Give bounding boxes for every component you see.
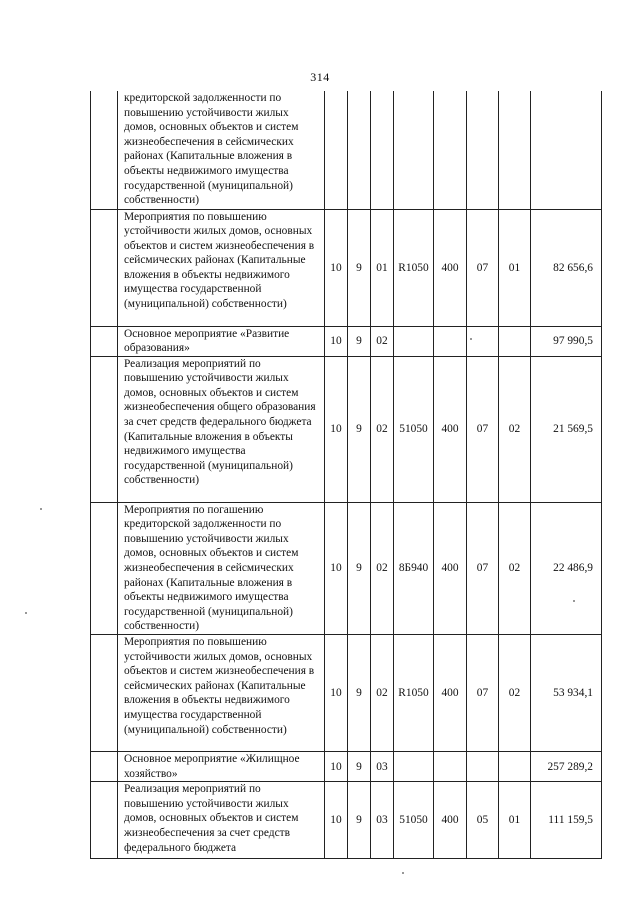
code-cell: 51050 [394,356,434,502]
code-cell: 9 [348,502,371,634]
code-cell [467,326,499,356]
description-cell: Мероприятия по повышению устойчивости жилых домов, основных объектов и систем жизнеобеспечения в сейсмических районах (Капитальные вложения в объекты недвижимого имущества государственной (муниципальной) собственности) [118,209,325,326]
code-cell [467,752,499,782]
table-row [91,326,602,356]
description-cell: Реализация мероприятий по повышению устойчивости жилых домов, основных объектов и систем жизнеобеспечения за счет средств федерального бюджета [118,782,325,859]
code-cell: 10 [325,209,348,326]
scan-speck [40,508,42,510]
code-cell: 9 [348,635,371,752]
blank-cell [91,356,118,502]
description-cell: Мероприятия по погашению кредиторской задолженности по повышению устойчивости жилых домов, основных объектов и систем жизнеобеспечения в сейсмических районах (Капитальные вложения в объекты недвижимого имущества государственной (муниципальной) собственности) [118,502,325,634]
description-cell: Основное мероприятие «Развитие образования» [118,326,325,356]
amount-cell: 82 656,6 [531,209,602,326]
blank-cell [91,209,118,326]
code-cell: 05 [467,782,499,859]
amount-cell: 21 569,5 [531,356,602,502]
scan-speck [25,612,27,614]
code-cell: 9 [348,752,371,782]
code-cell: 01 [371,209,394,326]
amount-cell: 22 486,9 [531,502,602,634]
code-cell: 8Б940 [394,502,434,634]
table-row [91,209,602,326]
code-cell: 9 [348,782,371,859]
code-cell: 400 [434,782,467,859]
code-cell: 10 [325,782,348,859]
code-cell [434,91,467,209]
code-cell [499,326,531,356]
code-cell: 10 [325,326,348,356]
code-cell [348,91,371,209]
code-cell: 10 [325,635,348,752]
table-row [91,502,602,634]
code-cell: 01 [499,782,531,859]
code-cell [499,91,531,209]
code-cell: 400 [434,209,467,326]
table-row [91,752,602,782]
code-cell [394,91,434,209]
code-cell: 03 [371,782,394,859]
code-cell [325,91,348,209]
code-cell: R1050 [394,635,434,752]
code-cell: 400 [434,502,467,634]
table-row [91,635,602,752]
code-cell [434,752,467,782]
code-cell: 400 [434,635,467,752]
code-cell: 10 [325,502,348,634]
code-cell: 9 [348,209,371,326]
scan-speck [573,600,575,602]
amount-cell: 53 934,1 [531,635,602,752]
code-cell [394,326,434,356]
blank-cell [91,635,118,752]
amount-cell: 111 159,5 [531,782,602,859]
code-cell: 03 [371,752,394,782]
description-cell: Основное мероприятие «Жилищное хозяйство» [118,752,325,782]
scan-speck [470,338,472,340]
code-cell: 02 [371,502,394,634]
table-row [91,782,602,859]
table-row [91,356,602,502]
amount-cell: 97 990,5 [531,326,602,356]
code-cell: 02 [371,356,394,502]
table-row [91,91,602,209]
code-cell: 02 [371,326,394,356]
budget-table [90,91,602,859]
code-cell: 07 [467,502,499,634]
code-cell: 02 [499,356,531,502]
blank-cell [91,752,118,782]
blank-cell [91,502,118,634]
code-cell [467,91,499,209]
code-cell: 400 [434,356,467,502]
code-cell: 02 [499,502,531,634]
code-cell: 02 [371,635,394,752]
code-cell [394,752,434,782]
code-cell: 02 [499,635,531,752]
code-cell [499,752,531,782]
code-cell: 10 [325,356,348,502]
blank-cell [91,782,118,859]
amount-cell [531,91,602,209]
code-cell: 51050 [394,782,434,859]
page-number: 314 [310,70,330,84]
code-cell: R1050 [394,209,434,326]
code-cell: 01 [499,209,531,326]
blank-cell [91,91,118,209]
code-cell [434,326,467,356]
code-cell: 07 [467,209,499,326]
code-cell: 10 [325,752,348,782]
code-cell: 9 [348,356,371,502]
amount-cell: 257 289,2 [531,752,602,782]
code-cell: 07 [467,356,499,502]
description-cell: Реализация мероприятий по повышению устойчивости жилых домов, основных объектов и систем жизнеобеспечения общего образования за счет средств федерального бюджета (Капитальные вложения в объекты недвижимого имущества государственной (муниципальной) собственности) [118,356,325,502]
blank-cell [91,326,118,356]
code-cell: 07 [467,635,499,752]
description-cell: кредиторской задолженности по повышению устойчивости жилых домов, основных объектов и систем жизнеобеспечения в сейсмических районах (Капитальные вложения в объекты недвижимого имущества государственной (муниципальной) собственности) [118,91,325,209]
scan-speck [402,872,404,874]
description-cell: Мероприятия по повышению устойчивости жилых домов, основных объектов и систем жизнеобеспечения в сейсмических районах (Капитальные вложения в объекты недвижимого имущества государственной (муниципальной) собственности) [118,635,325,752]
code-cell [371,91,394,209]
code-cell: 9 [348,326,371,356]
